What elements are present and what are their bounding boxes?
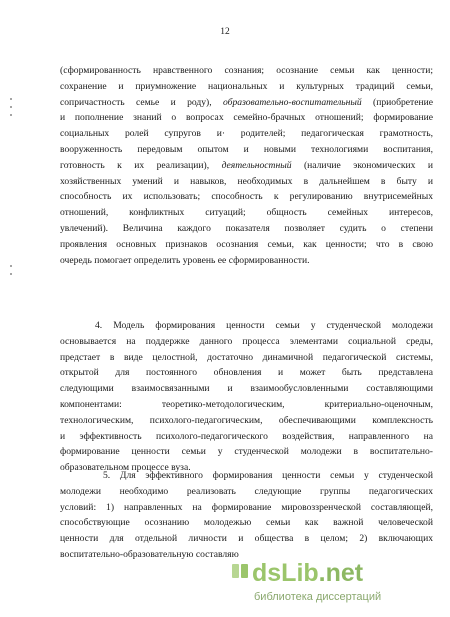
paragraph-3: [60, 468, 433, 563]
text-line: сохранение и приумножение национальных и культурных традиций семьи,: [60, 80, 433, 92]
text-line: открытой для постоянного обновления и может быть представлена: [60, 367, 433, 379]
paragraph-1: [60, 63, 433, 268]
paragraph-2: [60, 318, 433, 476]
text-line: очередь помогает определить уровень ее сформированности.: [60, 254, 310, 266]
dslib-watermark: [252, 559, 442, 607]
text-line: формирование ценности семьи у студенческой молодежи в воспитательно-: [60, 446, 433, 458]
text-line: отношений, конфликтных ситуаций; общность семейных интересов,: [60, 207, 433, 219]
watermark-subtitle: библиотека диссертаций: [254, 591, 382, 603]
text-line: готовность к их реализации), деятельностный (наличие экономических и: [60, 159, 433, 171]
text-line: увлечений). Величина каждого показателя позволяет судить о степени: [60, 222, 433, 234]
text-line: воспитательно-образовательную составляю: [60, 548, 239, 560]
text-line: (сформированность нравственного сознания; осознание семьи как ценности;: [60, 65, 433, 76]
text-line: следующими взаимосвязанными и взаимообусловленными составляющими: [60, 383, 433, 395]
text-line: компонентами: теоретико-методологическим, критериально-оценочным,: [60, 398, 433, 410]
book-icon: [230, 561, 250, 581]
text-line: предстает в виде целостной, достаточно динамичной педагогической системы,: [60, 351, 433, 363]
watermark-logo: dsLib.net: [252, 559, 364, 587]
text-line: технологическим, психолого-педагогическим, обеспечивающими комплексность: [60, 414, 433, 426]
text-line: ценности для отдельной личности и общества в целом; 2) включающих: [60, 533, 433, 545]
text-line: социальных ролей супругов и· родителей; педагогическая грамотность,: [60, 128, 433, 140]
text-line: основывается на поддержке данного процесса элементами социальной среды,: [60, 335, 433, 347]
text-line: 4. Модель формирования ценности семьи у студенческой молодежи: [95, 320, 433, 331]
text-line: способность их использовать; способность к регулированию внутрисемейных: [60, 191, 433, 203]
text-line: сопричастность семье и роду), образовательно-воспитательный (приобретение: [60, 96, 434, 108]
italic-term: образовательно-воспитательный: [222, 96, 362, 108]
text-line: проявления основных признаков осознания семьи, как ценности; что в свою: [60, 238, 433, 250]
italic-term: деятельностный: [221, 159, 292, 171]
text-line: условий: 1) направленных на формирование мировоззренческой составляющей,: [60, 501, 433, 513]
text-line: способствующие осознанию молодежью семьи как важной человеческой: [60, 517, 433, 529]
text-line: 5. Для эффективного формирования ценности семьи у студенческой: [103, 470, 433, 481]
page-number: 12: [220, 27, 230, 37]
text-line: и пополнение знаний о вопросах семейно-брачных отношений; формирование: [60, 112, 433, 124]
text-line: образовательном процессе вуза.: [60, 462, 191, 474]
text-line: вооруженность передовым опытом и новыми технологиями воспитания,: [60, 143, 433, 155]
text-line: хозяйственных умений и навыков, необходимых в дальнейшем в быту и: [60, 175, 433, 187]
text-line: молодежи необходимо реализовать следующие группы педагогических: [60, 485, 433, 497]
text-line: и эффективность психолого-педагогического воздействия, направленного на: [60, 430, 433, 442]
